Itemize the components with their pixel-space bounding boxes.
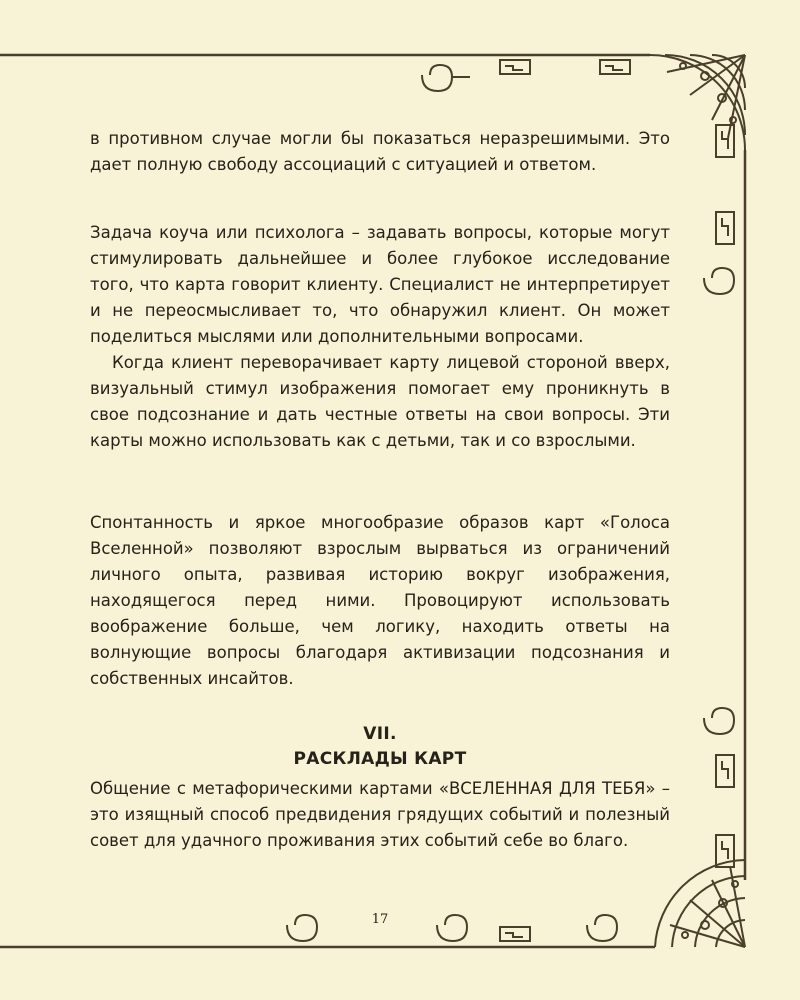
greek-key-ornament-icon (500, 927, 530, 941)
body-text: Спонтанность и яркое многообразие образов карт «Голоса Вселенной» позволяют взрослым вырваться из ограничений личного опыта, развивая историю вокруг изображения, находящегося перед ними. Провоцируют использовать воображение больше, чем логику, находить ответы на волнующие вопросы благодаря активизации подсознания и собственных инсайтов. (90, 513, 670, 688)
spiral-ornament-icon (704, 268, 734, 734)
spiral-ornament-icon (422, 60, 630, 91)
paragraph-spontaneity (90, 510, 670, 692)
greek-key-ornament-icon (716, 125, 734, 867)
page-number: 17 (371, 912, 389, 927)
paragraph-continuation (90, 126, 670, 178)
body-text: Общение с метафорическими картами «ВСЕЛЕННАЯ ДЛЯ ТЕБЯ» – это изящный способ предвидения грядущих событий и полезный совет для удачного проживания этих событий себе во благо. (90, 779, 670, 850)
spiral-ornament-icon (287, 915, 617, 941)
paragraph-layouts (90, 776, 670, 854)
body-text: Задача коуча или психолога – задавать вопросы, которые могут стимулировать дальнейшее и более глубокое исследование того, что карта говорит клиенту. Специалист не интерпретирует и не переосмысливает то, что обнаружил клиент. Он может поделиться мыслями или дополнительными вопросами. (90, 223, 670, 346)
body-text: в противном случае могли бы показаться неразрешимыми. Это дает полную свободу ассоциаций с ситуацией и ответом. (90, 129, 670, 174)
section-number: VII. (363, 724, 397, 744)
section-heading (90, 722, 670, 772)
corner-sunburst-ornament-icon (655, 860, 745, 947)
body-text: Когда клиент переворачивает карту лицевой стороной вверх, визуальный стимул изображения помогает ему проникнуть в свое подсознание и дать честные ответы на свои вопросы. Эти карты можно использовать как с детьми, так и со взрослыми. (90, 353, 670, 450)
section-title: РАСКЛАДЫ КАРТ (293, 749, 467, 769)
paragraph-coach-task (90, 220, 670, 454)
